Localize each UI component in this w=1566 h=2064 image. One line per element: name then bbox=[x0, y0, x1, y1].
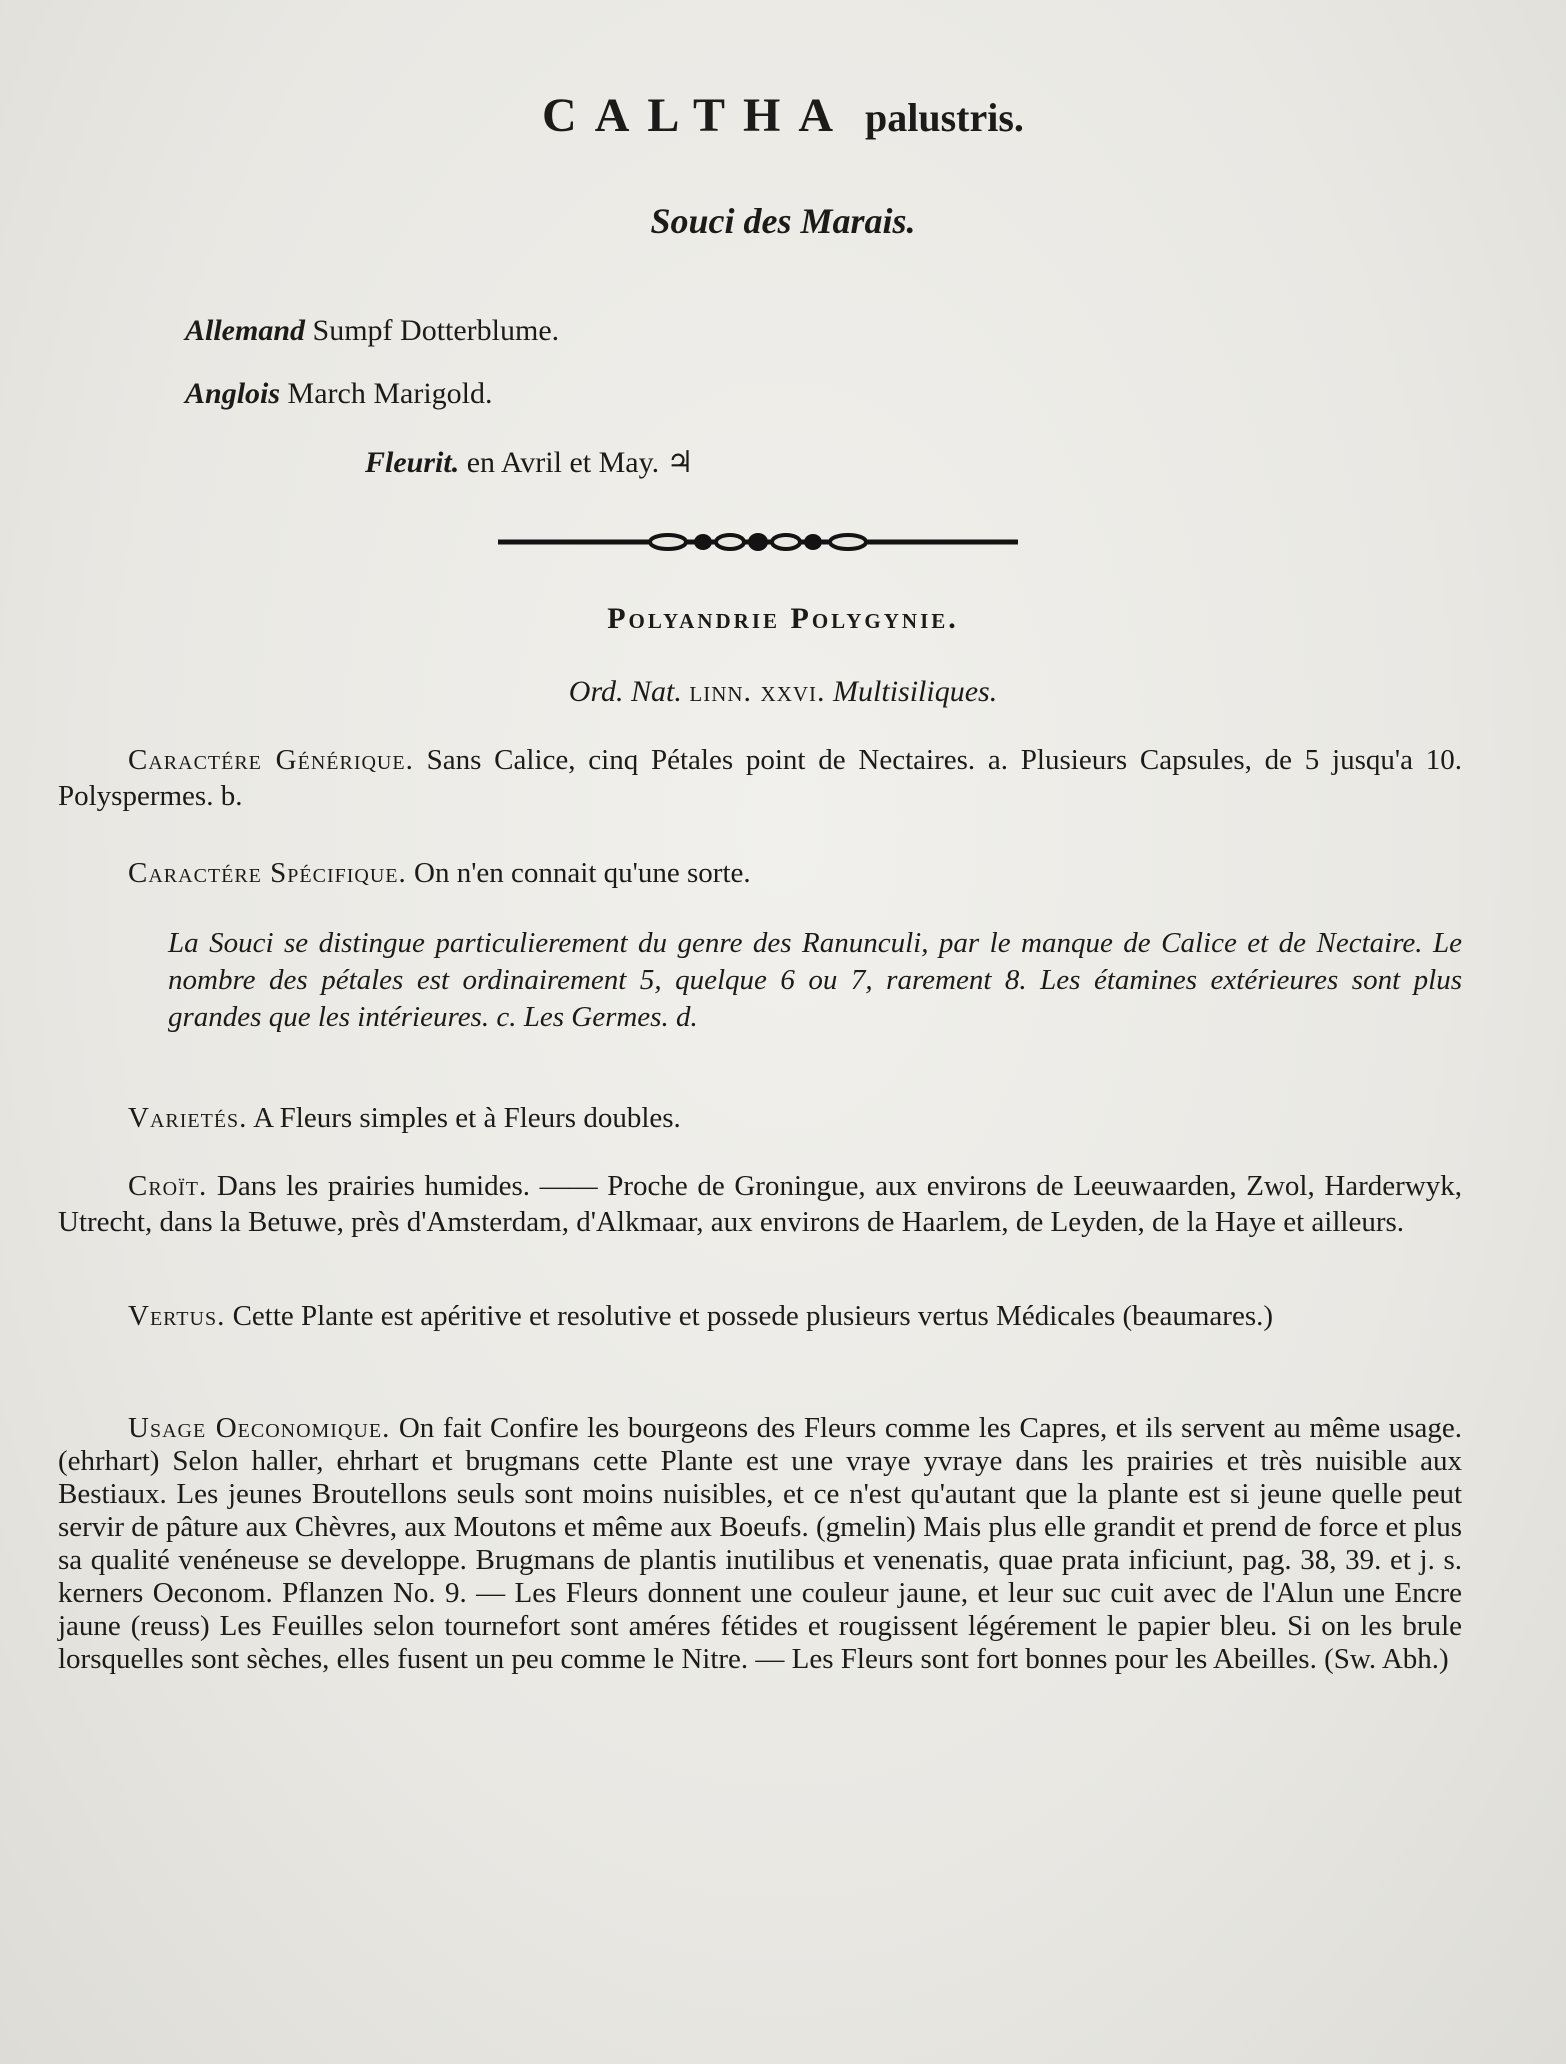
generique-lead: Caractére Générique. bbox=[128, 744, 414, 776]
anglois-value: March Marigold. bbox=[287, 377, 493, 410]
decorative-rule-icon bbox=[498, 528, 1018, 556]
allemand-label: Allemand bbox=[185, 314, 306, 347]
vertus-lead: Vertus. bbox=[128, 1300, 226, 1332]
usage-text: On fait Confire les bourgeons des Fleurs comme les Capres, et ils servent au même usage. (ehrhart) Selon haller, ehrhart et brugmans cette Plante est une vraye yvraye dans les prairies et très nuisible aux Bestiaux. Les jeunes Broutellons seuls sont moins nuisibles, et ce n'est qu'autant que la plante est si jeune quelle peut servir de pâture aux Chèvres, aux Moutons et même aux Boeufs. (gmelin) Mais plus elle grandit et prend de force et plus sa qualité venéneuse se developpe. Brugmans de plantis inutilibus et venenatis, quae prata inficiunt, pag. 38, 39. et j. s. kerners Oeconom. Pflanzen No. 9. — Les Fleurs donnent une couleur jaune, et leur suc cuit avec de l'Alun une Encre jaune (reuss) Les Feuilles selon tournefort sont améres fétides et rougissent légérement le papier bleu. Si on les brule lorsquelles sont sèches, elles fusent un peu comme le Nitre. — Les Fleurs sont fort bonnes pour les Abeilles. (Sw. Abh.) bbox=[58, 1412, 1463, 1675]
paragraph-generique bbox=[58, 742, 1462, 814]
vertus-text: Cette Plante est apéritive et resolutive et possede plusieurs vertus Médicales (beaumares.) bbox=[232, 1300, 1274, 1332]
allemand-value: Sumpf Dotterblume. bbox=[312, 314, 560, 347]
classification-heading: Polyandrie Polygynie. bbox=[607, 602, 959, 635]
name-fleurit bbox=[365, 445, 694, 481]
paragraph-varietes bbox=[58, 1100, 1462, 1136]
page-title bbox=[0, 89, 1566, 142]
paragraph-croit bbox=[58, 1168, 1462, 1240]
title-genus: CALTHA bbox=[542, 89, 851, 142]
fleurit-label: Fleurit. bbox=[365, 446, 460, 479]
fleurit-value: en Avril et May. ♃ bbox=[466, 446, 694, 479]
anglois-label: Anglois bbox=[185, 377, 281, 410]
name-allemand bbox=[185, 313, 559, 349]
croit-text: Dans les prairies humides. —— Proche de Groningue, aux environs de Leeuwaarden, Zwol, Harderwyk, Utrecht, dans la Betuwe, près d'Amsterdam, d'Alkmaar, aux environs de Haarlem, de Leyden, de la Haye et ailleurs. bbox=[58, 1170, 1463, 1238]
specifique-text: On n'en connait qu'une sorte. bbox=[414, 857, 751, 889]
generique-text: Sans Calice, cinq Pétales point de Nectaires. a. Plusieurs Capsules, de 5 jusqu'a 10. Polyspermes. b. bbox=[58, 744, 1462, 812]
varietes-lead: Varietés. bbox=[128, 1102, 248, 1134]
varietes-text: A Fleurs simples et à Fleurs doubles. bbox=[253, 1102, 681, 1134]
paragraph-vertus bbox=[58, 1298, 1462, 1334]
title-species: palustris. bbox=[865, 95, 1024, 140]
paragraph-specifique bbox=[58, 855, 1462, 891]
page-subtitle: Souci des Marais. bbox=[650, 201, 916, 241]
multi-label: Multisiliques. bbox=[833, 675, 998, 708]
ord-line bbox=[0, 675, 1566, 709]
ord-label: Ord. Nat. bbox=[568, 675, 682, 708]
name-anglois bbox=[185, 376, 493, 412]
paragraph-usage bbox=[58, 1412, 1462, 1676]
specifique-lead: Caractére Spécifique. bbox=[128, 857, 407, 889]
croit-lead: Croït. bbox=[128, 1170, 208, 1202]
linn-label: linn. xxvi. bbox=[689, 675, 826, 708]
usage-lead: Usage Oeconomique. bbox=[128, 1412, 391, 1444]
paragraph-italic-description: La Souci se distingue particulierement du genre des Ranunculi, par le manque de Calice et de Nectaire. Le nombre des pétales est ordinairement 5, quelque 6 ou 7, rarement 8. Les étamines extérieures sont plus grandes que les intérieures. c. Les Germes. d. bbox=[168, 927, 1462, 1033]
